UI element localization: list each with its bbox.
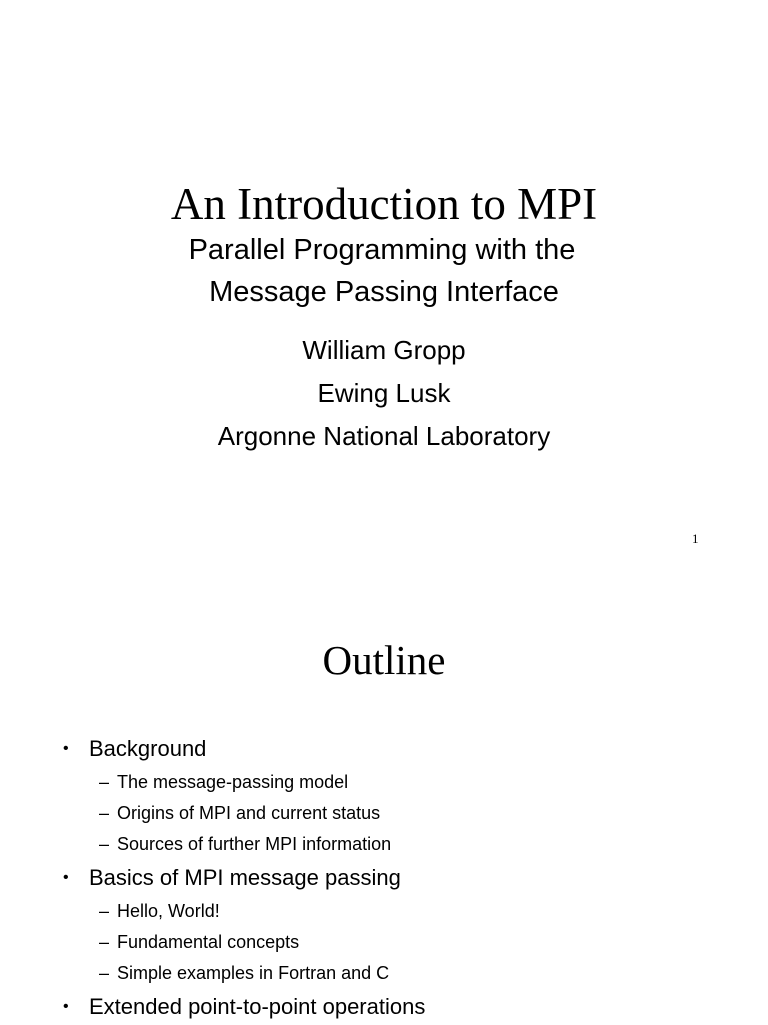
outline-subitem-label: Fundamental concepts	[117, 932, 300, 952]
bullet-icon: •	[63, 740, 69, 757]
author-name: William Gropp	[302, 335, 466, 365]
outline-list	[0, 731, 768, 1025]
bullet-icon: •	[63, 998, 69, 1015]
dash-icon: –	[99, 834, 110, 854]
slide-title: An Introduction to MPI	[170, 179, 598, 229]
page-number: 1	[692, 531, 699, 546]
outline-subitem	[0, 767, 768, 798]
outline-subitem-label: Sources of further MPI information	[117, 834, 392, 854]
dash-icon: –	[99, 772, 110, 792]
outline-subitem-label: Simple examples in Fortran and C	[117, 963, 390, 983]
outline-subitem-label: Hello, World!	[117, 901, 220, 921]
outline-item-label: Basics of MPI message passing	[89, 865, 401, 890]
outline-item-label: Extended point-to-point operations	[89, 994, 426, 1019]
dash-icon: –	[99, 803, 110, 823]
affiliation: Argonne National Laboratory	[217, 421, 551, 451]
outline-sublist	[0, 896, 768, 989]
outline-subitem	[0, 829, 768, 860]
outline-item	[0, 731, 768, 860]
dash-icon: –	[99, 932, 110, 952]
outline-item-label: Background	[89, 736, 207, 761]
outline-item	[0, 860, 768, 989]
slide-title: Outline	[322, 637, 446, 683]
outline-subitem	[0, 896, 768, 927]
outline-subitem-label: Origins of MPI and current status	[117, 803, 381, 823]
author-name: Ewing Lusk	[317, 378, 451, 408]
dash-icon: –	[99, 963, 110, 983]
outline-sublist	[0, 767, 768, 860]
subtitle-line: Message Passing Interface	[209, 276, 559, 308]
outline-subitem	[0, 927, 768, 958]
outline-slide	[0, 580, 768, 1024]
dash-icon: –	[99, 901, 110, 921]
outline-item	[0, 989, 768, 1025]
outline-subitem	[0, 958, 768, 989]
bullet-icon: •	[63, 869, 69, 886]
outline-subitem	[0, 798, 768, 829]
subtitle-line: Parallel Programming with the	[188, 234, 576, 266]
outline-subitem-label: The message-passing model	[117, 772, 349, 792]
